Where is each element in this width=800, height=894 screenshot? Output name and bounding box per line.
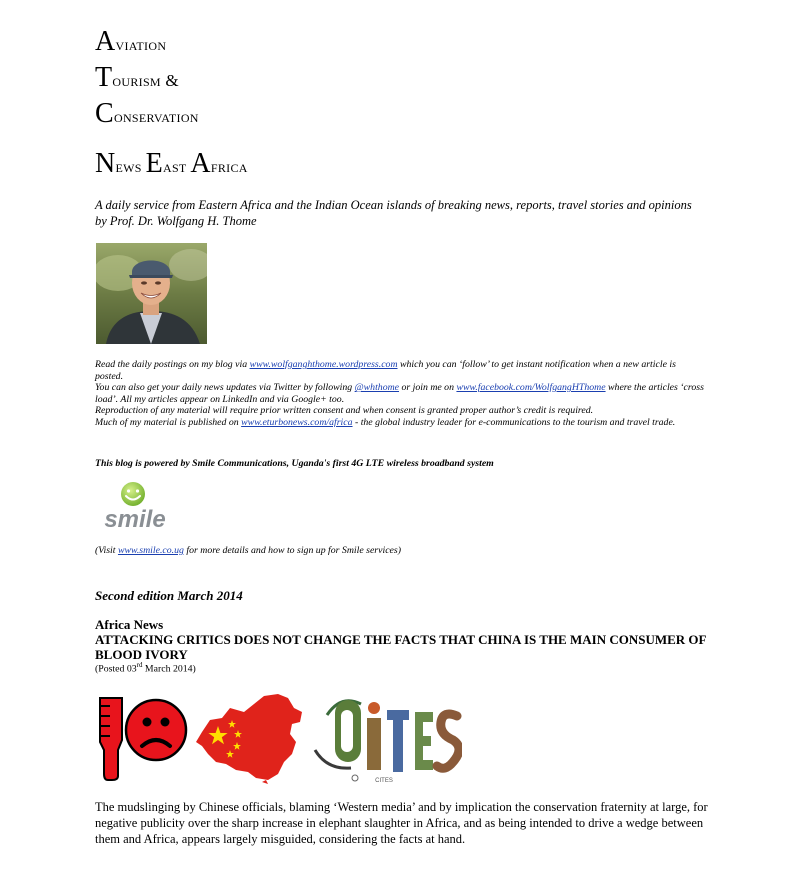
- smile-link[interactable]: www.smile.co.ug: [117, 545, 184, 556]
- section-title: Africa News: [95, 617, 164, 632]
- eturbonews-link[interactable]: www.eturbonews.com/africa: [241, 416, 353, 428]
- china-flag-map-icon: [192, 690, 307, 785]
- info-block: [95, 359, 705, 429]
- article-body: The mudslinging by Chinese officials, blaming ‘Western media’ and by implication the conservation fraternity at large, for negative publicity over the sharp increase in elephant slaughter in Africa, and as being intended to drive a wedge between them and Africa, appears largely misguided, considering the facts at hand.: [95, 800, 708, 846]
- tagline: A daily service from Eastern Africa and the Indian Ocean islands of breaking news, reports, travel stories and opinions by Prof. Dr. Wolfgang H. Thome: [95, 198, 692, 228]
- article-headline: ATTACKING CRITICS DOES NOT CHANGE THE FACTS THAT CHINA IS THE MAIN CONSUMER OF BLOOD IVORY: [95, 632, 706, 662]
- masthead-line-aviation: Aviation: [95, 26, 167, 57]
- masthead-line-news-east-africa: News East Africa: [95, 148, 248, 179]
- author-portrait: [96, 243, 207, 344]
- visit-smile-text: (Visit www.smile.co.ug for more details and how to sign up for Smile services): [95, 545, 401, 556]
- smile-logo: [96, 479, 174, 535]
- svg-text:smile: smile: [104, 506, 166, 533]
- twitter-paragraph: You can also get your daily news updates via Twitter by following @whthome or join me on www.facebook.com/WolfgangHThome where the articles ‘cross load’. All my articles appear on LinkedIn and via Google+ too.: [95, 382, 704, 405]
- blog-paragraph: Read the daily postings on my blog via www.wolfganghthome.wordpress.com which you can ‘follow’ to get instant notification when a new article is posted.: [95, 359, 676, 382]
- masthead-line-conservation: Conservation: [95, 98, 199, 129]
- svg-text:CITES: CITES: [375, 778, 393, 784]
- twitter-link[interactable]: @whthome: [354, 382, 400, 394]
- facebook-link[interactable]: www.facebook.com/WolfgangHThome: [456, 382, 606, 394]
- posted-date: (Posted 03rd March 2014): [95, 661, 196, 675]
- thumbs-down-sad-icon: [96, 690, 188, 782]
- powered-by-text: This blog is powered by Smile Communications, Uganda's first 4G LTE wireless broadband system: [95, 458, 494, 469]
- cites-logo: [307, 690, 462, 785]
- edition-label: Second edition March 2014: [95, 588, 243, 603]
- blog-link[interactable]: www.wolfganghthome.wordpress.com: [249, 359, 398, 370]
- masthead-line-tourism: Tourism &: [95, 62, 179, 93]
- reproduction-paragraph: Reproduction of any material will require prior written consent and when consent is granted proper author’s credit is required.: [95, 405, 594, 417]
- eturbonews-paragraph: Much of my material is published on www.eturbonews.com/africa - the global industry leader for e-communications to the tourism and travel trade.: [95, 416, 676, 428]
